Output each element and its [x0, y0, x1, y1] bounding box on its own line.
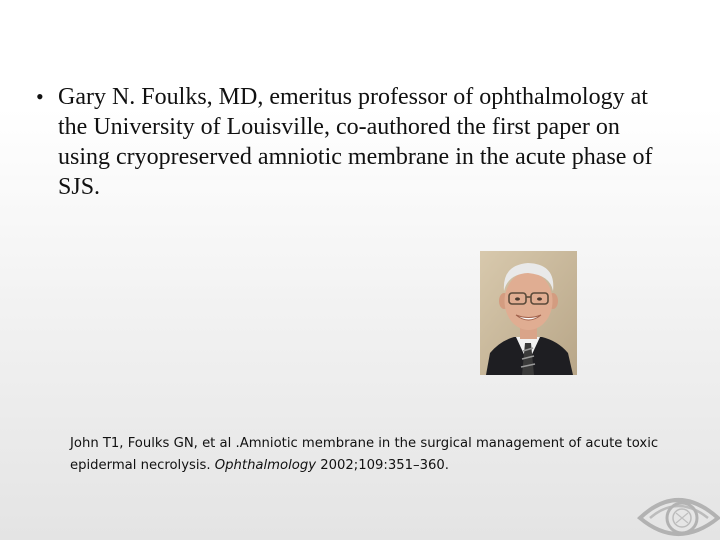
citation-title: .Amniotic membrane in the surgical management of acute toxic epidermal necrolysis [70, 436, 659, 473]
bullet-text: Gary N. Foulks, MD, emeritus professor of ophthalmology at the University of Louisville, co-authored the first paper on using cryopreserved amniotic membrane in the acute phase of SJS. [58, 84, 653, 200]
bullet-dot-icon: • [36, 84, 44, 109]
citation-authors: John T1, Foulks GN, et al [70, 436, 232, 451]
citation-details: 2002;109:351–360. [320, 458, 449, 473]
citation-journal: Ophthalmology [214, 458, 317, 473]
portrait-photo [480, 251, 577, 375]
portrait-photo-icon [480, 251, 577, 375]
citation: John T1, Foulks GN, et al .Amniotic membrane in the surgical management of acute toxic epidermal necrolysis. Ophthalmology 2002;109:351–360. [70, 436, 659, 473]
bullet-item [36, 82, 676, 202]
eye-emblem-icon [636, 488, 720, 540]
